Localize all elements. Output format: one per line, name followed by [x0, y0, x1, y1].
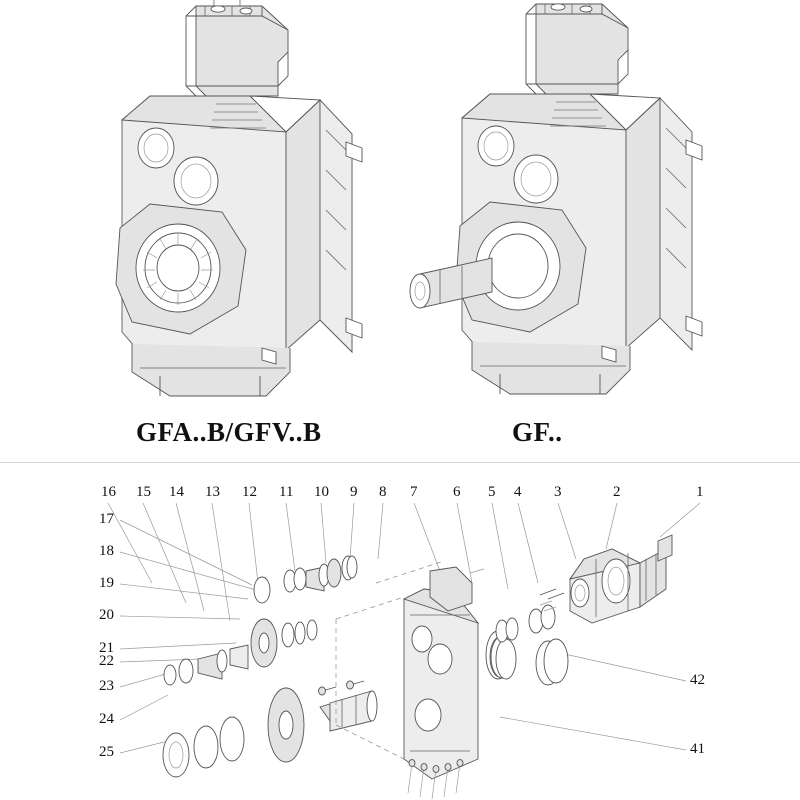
caption-left-view: GFA..B/GFV..B [136, 417, 322, 447]
callout-42: 42 [690, 672, 705, 688]
fasteners [470, 569, 556, 611]
leader-lines-left [120, 520, 260, 753]
callout-23: 23 [99, 678, 114, 694]
caption-right-view: GF.. [512, 417, 563, 447]
callout-1: 1 [696, 484, 704, 500]
exploded-view-svg [0, 463, 800, 800]
leader-lines-right [500, 653, 686, 750]
gear-housing [336, 561, 478, 799]
callout-16: 16 [101, 484, 116, 500]
motor-adapter [570, 535, 672, 623]
callout-10: 10 [314, 484, 329, 500]
callout-19: 19 [99, 575, 114, 591]
callout-17: 17 [99, 511, 114, 527]
parts-row-right [486, 589, 568, 685]
callout-8: 8 [379, 484, 387, 500]
callout-7: 7 [410, 484, 418, 500]
callout-18: 18 [99, 543, 114, 559]
callout-12: 12 [242, 484, 257, 500]
callout-6: 6 [453, 484, 461, 500]
callout-15: 15 [136, 484, 151, 500]
callout-20: 20 [99, 607, 114, 623]
callout-41: 41 [690, 741, 705, 757]
right-gearbox-drawing [410, 4, 702, 394]
left-gearbox-drawing [116, 0, 362, 396]
callout-22: 22 [99, 653, 114, 669]
parts-row-middle [164, 619, 317, 685]
parts-row-lower [163, 681, 377, 777]
callout-4: 4 [514, 484, 522, 500]
callout-11: 11 [279, 484, 294, 500]
callout-24: 24 [99, 711, 114, 727]
callout-2: 2 [613, 484, 621, 500]
callout-14: 14 [169, 484, 184, 500]
callout-13: 13 [205, 484, 220, 500]
callout-3: 3 [554, 484, 562, 500]
exploded-view-area [0, 463, 800, 800]
callout-9: 9 [350, 484, 358, 500]
parts-row-upper [254, 556, 357, 603]
callout-5: 5 [488, 484, 496, 500]
callout-25: 25 [99, 744, 114, 760]
callout-21: 21 [99, 640, 114, 656]
